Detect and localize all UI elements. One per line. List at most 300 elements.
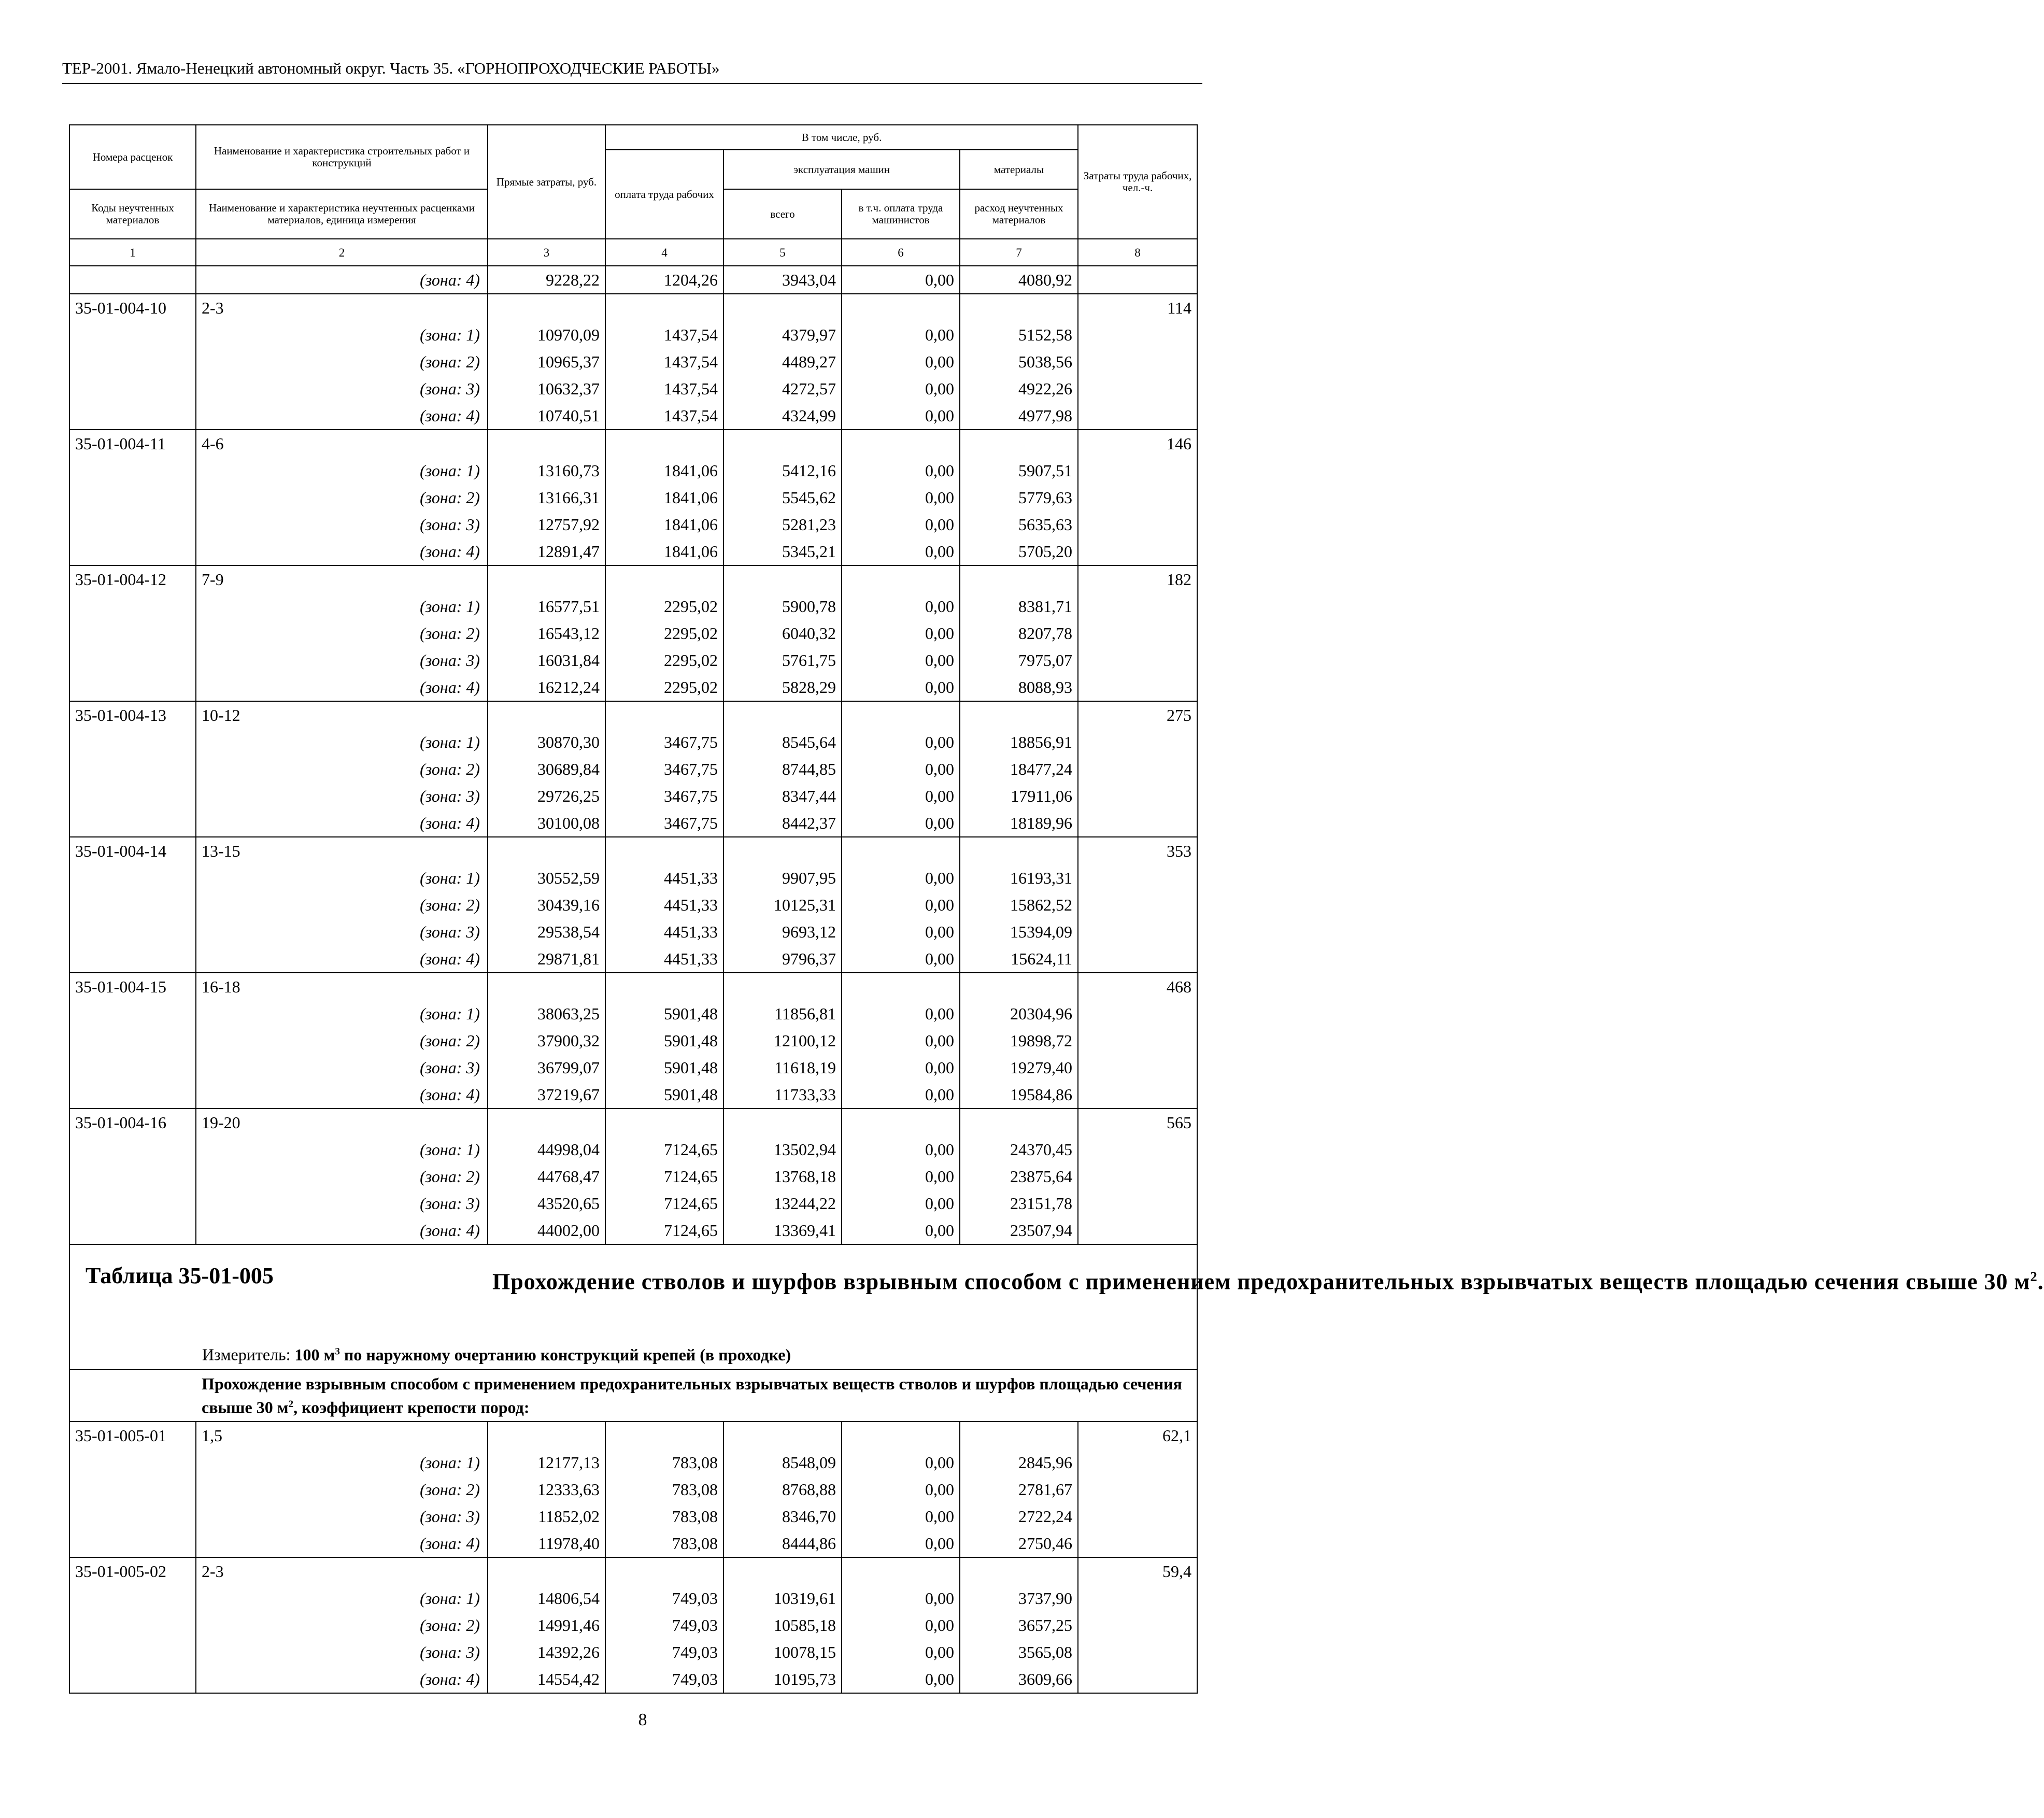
rate-group-header-row	[69, 973, 1197, 1000]
labor-value: 468	[1078, 973, 1197, 1000]
zone-label: (зона: 3)	[196, 918, 488, 945]
rate-group-header-row	[69, 701, 1197, 729]
labor-value: 565	[1078, 1109, 1197, 1136]
table-row	[69, 1530, 1197, 1557]
direct-costs-value: 13160,73	[488, 457, 605, 484]
machinists-wages-value: 0,00	[842, 1666, 960, 1693]
materials-value: 16193,31	[960, 864, 1078, 891]
wages-value: 2295,02	[605, 593, 723, 620]
materials-value: 5779,63	[960, 484, 1078, 511]
zone-label: (зона: 4)	[196, 1081, 488, 1109]
machines-total-value: 4379,97	[723, 321, 842, 348]
wages-value: 5901,48	[605, 1027, 723, 1054]
col-number: 4	[605, 239, 723, 266]
machines-total-value: 9796,37	[723, 945, 842, 973]
direct-costs-value: 16577,51	[488, 593, 605, 620]
empty-cell	[1078, 1612, 1197, 1639]
materials-value: 7975,07	[960, 647, 1078, 674]
direct-costs-value: 14554,42	[488, 1666, 605, 1693]
empty-cell	[960, 1422, 1078, 1449]
empty-cell	[960, 430, 1078, 457]
machinists-wages-value: 0,00	[842, 402, 960, 430]
wages-value: 7124,65	[605, 1217, 723, 1244]
empty-cell	[605, 294, 723, 321]
head-including: В том числе, руб.	[605, 125, 1078, 150]
empty-cell	[1078, 1163, 1197, 1190]
direct-costs-value: 38063,25	[488, 1000, 605, 1027]
empty-cell	[488, 1109, 605, 1136]
measure-unit	[202, 1341, 791, 1365]
machines-total-value: 12100,12	[723, 1027, 842, 1054]
empty-cell	[1078, 1530, 1197, 1557]
machinists-wages-value: 0,00	[842, 756, 960, 783]
empty-cell	[723, 1422, 842, 1449]
rate-group-header-row	[69, 1557, 1197, 1585]
empty-cell	[842, 1557, 960, 1585]
table-2-title-block	[69, 1244, 2044, 1370]
machinists-wages-value: 0,00	[842, 620, 960, 647]
empty-cell	[1078, 1217, 1197, 1244]
page-number: 8	[638, 1710, 647, 1729]
machinists-wages-value: 0,00	[842, 1503, 960, 1530]
wages-value: 1841,06	[605, 457, 723, 484]
machines-total-value: 10195,73	[723, 1666, 842, 1693]
machines-total-value: 10585,18	[723, 1612, 842, 1639]
zone-label: (зона: 1)	[196, 593, 488, 620]
head-machines: эксплуатация машин	[723, 150, 960, 189]
table-row	[69, 1081, 1197, 1109]
machines-total-value: 8548,09	[723, 1449, 842, 1476]
empty-cell	[1078, 402, 1197, 430]
zone-label: (зона: 4)	[196, 674, 488, 701]
empty-cell	[69, 1530, 196, 1557]
wages-value: 5901,48	[605, 1054, 723, 1081]
empty-cell	[69, 918, 196, 945]
materials-value: 18856,91	[960, 729, 1078, 756]
empty-cell	[842, 1422, 960, 1449]
direct-costs-value: 12177,13	[488, 1449, 605, 1476]
wages-value: 783,08	[605, 1449, 723, 1476]
machines-total-value: 11733,33	[723, 1081, 842, 1109]
rate-code: 35-01-004-14	[69, 837, 196, 864]
empty-cell	[1078, 864, 1197, 891]
table-2-label: Таблица 35-01-005	[86, 1263, 274, 1288]
empty-cell	[69, 1585, 196, 1612]
materials-value: 18477,24	[960, 756, 1078, 783]
wages-value: 7124,65	[605, 1190, 723, 1217]
wages-value: 1437,54	[605, 321, 723, 348]
direct-costs-value: 14806,54	[488, 1585, 605, 1612]
machinists-wages-value: 0,00	[842, 1612, 960, 1639]
table-2-title-text: Прохождение стволов и шурфов взрывным способом с применением предохранительных взрывчатых веществ площадью сечения свыше 30 м	[492, 1269, 2031, 1295]
head-machinists-wages: в т.ч. оплата труда машинистов	[842, 189, 960, 239]
machines-total-value: 4324,99	[723, 402, 842, 430]
wages-value: 749,03	[605, 1585, 723, 1612]
empty-cell	[723, 565, 842, 593]
empty-cell	[69, 1639, 196, 1666]
labor-value: 114	[1078, 294, 1197, 321]
direct-costs-value: 10740,51	[488, 402, 605, 430]
machinists-wages-value: 0,00	[842, 375, 960, 402]
table-row	[69, 1612, 1197, 1639]
empty-cell	[1078, 647, 1197, 674]
wages-value: 783,08	[605, 1503, 723, 1530]
machines-total-value: 5412,16	[723, 457, 842, 484]
empty-cell	[69, 1081, 196, 1109]
empty-cell	[842, 565, 960, 593]
table-row	[69, 756, 1197, 783]
table-row	[69, 1217, 1197, 1244]
empty-cell	[69, 783, 196, 809]
table-row	[69, 647, 1197, 674]
machines-total-value: 11856,81	[723, 1000, 842, 1027]
machinists-wages-value: 0,00	[842, 1136, 960, 1163]
table-row	[69, 348, 1197, 375]
machines-total-value: 8442,37	[723, 809, 842, 837]
table-row	[69, 484, 1197, 511]
empty-cell	[605, 1422, 723, 1449]
direct-costs-value: 30552,59	[488, 864, 605, 891]
description-text: Прохождение взрывным способом с применением предохранительных взрывчатых веществ стволов и шурфов площадью сечения свыше 30 м	[202, 1374, 1182, 1417]
empty-cell	[1078, 945, 1197, 973]
zone-label: (зона: 3)	[196, 647, 488, 674]
zone-label: (зона: 1)	[196, 321, 488, 348]
empty-cell	[69, 891, 196, 918]
work-characteristic: 10-12	[196, 701, 488, 729]
materials-value: 19584,86	[960, 1081, 1078, 1109]
empty-cell	[960, 1557, 1078, 1585]
zone-label: (зона: 4)	[196, 945, 488, 973]
empty-cell	[69, 1449, 196, 1476]
materials-value: 4922,26	[960, 375, 1078, 402]
table-row	[69, 1027, 1197, 1054]
empty-cell	[69, 1217, 196, 1244]
header-rule	[62, 83, 1202, 84]
zone-label: (зона: 2)	[196, 348, 488, 375]
col-number: 1	[69, 239, 196, 266]
table-row	[69, 1666, 1197, 1693]
rate-code: 35-01-004-10	[69, 294, 196, 321]
zone-label: (зона: 1)	[196, 1000, 488, 1027]
rate-code: 35-01-005-02	[69, 1557, 196, 1585]
materials-value: 3737,90	[960, 1585, 1078, 1612]
zone-label: (зона: 2)	[196, 1612, 488, 1639]
wages-value: 3467,75	[605, 809, 723, 837]
machines-total-value: 5900,78	[723, 593, 842, 620]
table-row	[69, 1639, 1197, 1666]
materials-value: 4080,92	[960, 266, 1078, 294]
labor-value: 353	[1078, 837, 1197, 864]
materials-value: 18189,96	[960, 809, 1078, 837]
machinists-wages-value: 0,00	[842, 1585, 960, 1612]
machinists-wages-value: 0,00	[842, 1476, 960, 1503]
machinists-wages-value: 0,00	[842, 674, 960, 701]
empty-cell	[488, 701, 605, 729]
labor-value: 59,4	[1078, 1557, 1197, 1585]
empty-cell	[69, 593, 196, 620]
empty-cell	[1078, 809, 1197, 837]
wages-value: 3467,75	[605, 729, 723, 756]
table-row	[69, 864, 1197, 891]
empty-cell	[1078, 1639, 1197, 1666]
machines-total-value: 8744,85	[723, 756, 842, 783]
machinists-wages-value: 0,00	[842, 1190, 960, 1217]
empty-cell	[605, 1557, 723, 1585]
empty-cell	[1078, 1585, 1197, 1612]
direct-costs-value: 12891,47	[488, 538, 605, 565]
empty-cell	[1078, 620, 1197, 647]
machinists-wages-value: 0,00	[842, 593, 960, 620]
rate-code: 35-01-004-16	[69, 1109, 196, 1136]
empty-cell	[1078, 756, 1197, 783]
direct-costs-value: 11978,40	[488, 1530, 605, 1557]
head-labor-costs: Затраты труда рабочих, чел.-ч.	[1078, 125, 1197, 239]
head-work-name: Наименование и характеристика строительных работ и конструкций	[196, 125, 488, 189]
table-2-title-sup: 2	[2030, 1269, 2038, 1284]
empty-cell	[1078, 457, 1197, 484]
wages-value: 2295,02	[605, 647, 723, 674]
table-2-description	[70, 1370, 1197, 1421]
empty-cell	[488, 294, 605, 321]
wages-value: 783,08	[605, 1530, 723, 1557]
zone-label: (зона: 3)	[196, 1503, 488, 1530]
materials-value: 20304,96	[960, 1000, 1078, 1027]
direct-costs-value: 29538,54	[488, 918, 605, 945]
materials-value: 5038,56	[960, 348, 1078, 375]
direct-costs-value: 30689,84	[488, 756, 605, 783]
empty-cell	[1078, 348, 1197, 375]
machines-total-value: 5828,29	[723, 674, 842, 701]
zone-label: (зона: 2)	[196, 1027, 488, 1054]
empty-cell	[1078, 1136, 1197, 1163]
rate-code: 35-01-004-11	[69, 430, 196, 457]
measure-unit-desc: по наружному очертанию конструкций крепей (в проходке)	[339, 1345, 791, 1364]
materials-value: 3565,08	[960, 1639, 1078, 1666]
empty-cell	[1078, 511, 1197, 538]
col-number: 6	[842, 239, 960, 266]
empty-cell	[488, 565, 605, 593]
work-characteristic: 2-3	[196, 1557, 488, 1585]
empty-cell	[1078, 1190, 1197, 1217]
description-end: , коэффициент крепости пород:	[293, 1398, 530, 1417]
machinists-wages-value: 0,00	[842, 809, 960, 837]
wages-value: 7124,65	[605, 1136, 723, 1163]
empty-cell	[605, 565, 723, 593]
table-body-35-01-005	[69, 1422, 1197, 1693]
table-row	[69, 402, 1197, 430]
machines-total-value: 3943,04	[723, 266, 842, 294]
table-row	[69, 457, 1197, 484]
materials-value: 19279,40	[960, 1054, 1078, 1081]
empty-cell	[842, 701, 960, 729]
table-row	[69, 511, 1197, 538]
empty-cell	[69, 1163, 196, 1190]
table-row	[69, 1476, 1197, 1503]
empty-cell	[69, 674, 196, 701]
zone-label: (зона: 3)	[196, 783, 488, 809]
zone-label: (зона: 1)	[196, 1136, 488, 1163]
running-header: ТЕР-2001. Ямало-Ненецкий автономный округ. Часть 35. «ГОРНОПРОХОДЧЕСКИЕ РАБОТЫ»	[62, 59, 720, 77]
table-2-description-cell	[69, 1370, 1197, 1422]
materials-value: 2750,46	[960, 1530, 1078, 1557]
empty-cell	[960, 701, 1078, 729]
empty-cell	[69, 620, 196, 647]
empty-cell	[1078, 1449, 1197, 1476]
machinists-wages-value: 0,00	[842, 321, 960, 348]
empty-cell	[1078, 1027, 1197, 1054]
materials-value: 5152,58	[960, 321, 1078, 348]
wages-value: 1437,54	[605, 402, 723, 430]
zone-label: (зона: 4)	[196, 538, 488, 565]
zone-label: (зона: 1)	[196, 729, 488, 756]
empty-cell	[488, 837, 605, 864]
rate-code	[69, 266, 196, 294]
machines-total-value: 8768,88	[723, 1476, 842, 1503]
machinists-wages-value: 0,00	[842, 1027, 960, 1054]
wages-value: 3467,75	[605, 756, 723, 783]
empty-cell	[842, 973, 960, 1000]
rate-code: 35-01-005-01	[69, 1422, 196, 1449]
direct-costs-value: 36799,07	[488, 1054, 605, 1081]
wages-value: 7124,65	[605, 1163, 723, 1190]
zone-label: (зона: 4)	[196, 266, 488, 294]
empty-cell	[1078, 1503, 1197, 1530]
zone-label: (зона: 3)	[196, 1639, 488, 1666]
empty-cell	[842, 294, 960, 321]
direct-costs-value: 13166,31	[488, 484, 605, 511]
materials-value: 17911,06	[960, 783, 1078, 809]
rate-code: 35-01-004-15	[69, 973, 196, 1000]
zone-label: (зона: 3)	[196, 375, 488, 402]
empty-cell	[960, 837, 1078, 864]
table-row	[69, 809, 1197, 837]
table-row	[69, 1136, 1197, 1163]
wages-value: 4451,33	[605, 945, 723, 973]
wages-value: 3467,75	[605, 783, 723, 809]
materials-value: 5635,63	[960, 511, 1078, 538]
zone-label: (зона: 1)	[196, 864, 488, 891]
machines-total-value: 13768,18	[723, 1163, 842, 1190]
empty-cell	[488, 973, 605, 1000]
materials-value: 23151,78	[960, 1190, 1078, 1217]
direct-costs-value: 37219,67	[488, 1081, 605, 1109]
wages-value: 1841,06	[605, 511, 723, 538]
empty-cell	[69, 538, 196, 565]
work-characteristic: 16-18	[196, 973, 488, 1000]
col-number: 5	[723, 239, 842, 266]
machinists-wages-value: 0,00	[842, 511, 960, 538]
machines-total-value: 13244,22	[723, 1190, 842, 1217]
machinists-wages-value: 0,00	[842, 1000, 960, 1027]
col-number: 3	[488, 239, 605, 266]
direct-costs-value: 30100,08	[488, 809, 605, 837]
table-2-heading	[69, 1244, 2044, 1422]
empty-cell	[69, 809, 196, 837]
direct-costs-value: 16031,84	[488, 647, 605, 674]
wages-value: 1437,54	[605, 375, 723, 402]
machinists-wages-value: 0,00	[842, 457, 960, 484]
zone-label: (зона: 3)	[196, 1054, 488, 1081]
machinists-wages-value: 0,00	[842, 891, 960, 918]
head-rate-numbers: Номера расценок	[69, 125, 196, 189]
materials-value: 8207,78	[960, 620, 1078, 647]
zone-label: (зона: 4)	[196, 809, 488, 837]
empty-cell	[1078, 918, 1197, 945]
table-row	[69, 891, 1197, 918]
machines-total-value: 10125,31	[723, 891, 842, 918]
machinists-wages-value: 0,00	[842, 484, 960, 511]
machines-total-value: 8444,86	[723, 1530, 842, 1557]
head-direct-costs: Прямые затраты, руб.	[488, 125, 605, 239]
empty-cell	[605, 1109, 723, 1136]
zone-label: (зона: 1)	[196, 457, 488, 484]
direct-costs-value: 9228,22	[488, 266, 605, 294]
rate-group-header-row	[69, 430, 1197, 457]
empty-cell	[605, 837, 723, 864]
table-2-title-end: .	[2037, 1269, 2044, 1295]
empty-cell	[1078, 729, 1197, 756]
table-row	[69, 918, 1197, 945]
wages-value: 4451,33	[605, 918, 723, 945]
direct-costs-value: 29726,25	[488, 783, 605, 809]
direct-costs-value: 30439,16	[488, 891, 605, 918]
work-characteristic: 1,5	[196, 1422, 488, 1449]
zone-label: (зона: 2)	[196, 756, 488, 783]
empty-cell	[1078, 1000, 1197, 1027]
table-body-35-01-004	[69, 266, 1197, 1244]
machinists-wages-value: 0,00	[842, 348, 960, 375]
head-wages: оплата труда рабочих	[605, 150, 723, 239]
empty-cell	[69, 1476, 196, 1503]
labor-value	[1078, 266, 1197, 294]
materials-value: 15624,11	[960, 945, 1078, 973]
direct-costs-value: 10970,09	[488, 321, 605, 348]
table-head	[69, 125, 1197, 266]
machinists-wages-value: 0,00	[842, 1530, 960, 1557]
table-2-title	[492, 1262, 2044, 1296]
machinists-wages-value: 0,00	[842, 538, 960, 565]
wages-value: 749,03	[605, 1639, 723, 1666]
machinists-wages-value: 0,00	[842, 945, 960, 973]
empty-cell	[69, 647, 196, 674]
materials-value: 2722,24	[960, 1503, 1078, 1530]
table-row	[69, 375, 1197, 402]
machinists-wages-value: 0,00	[842, 1449, 960, 1476]
table-row	[69, 783, 1197, 809]
machinists-wages-value: 0,00	[842, 864, 960, 891]
head-material-usage: расход неучтенных материалов	[960, 189, 1078, 239]
materials-value: 2781,67	[960, 1476, 1078, 1503]
empty-cell	[842, 1109, 960, 1136]
table-row	[69, 1503, 1197, 1530]
direct-costs-value: 10632,37	[488, 375, 605, 402]
empty-cell	[1078, 1476, 1197, 1503]
machines-total-value: 4272,57	[723, 375, 842, 402]
direct-costs-value: 12333,63	[488, 1476, 605, 1503]
empty-cell	[488, 1557, 605, 1585]
table-row	[69, 1000, 1197, 1027]
empty-cell	[488, 1422, 605, 1449]
empty-cell	[842, 430, 960, 457]
table-row	[69, 1163, 1197, 1190]
direct-costs-value: 30870,30	[488, 729, 605, 756]
direct-costs-value: 43520,65	[488, 1190, 605, 1217]
measure-unit-sup: 3	[335, 1346, 340, 1357]
empty-cell	[69, 1190, 196, 1217]
empty-cell	[69, 1612, 196, 1639]
rates-table	[69, 124, 2044, 1694]
rate-group-header-row	[69, 837, 1197, 864]
